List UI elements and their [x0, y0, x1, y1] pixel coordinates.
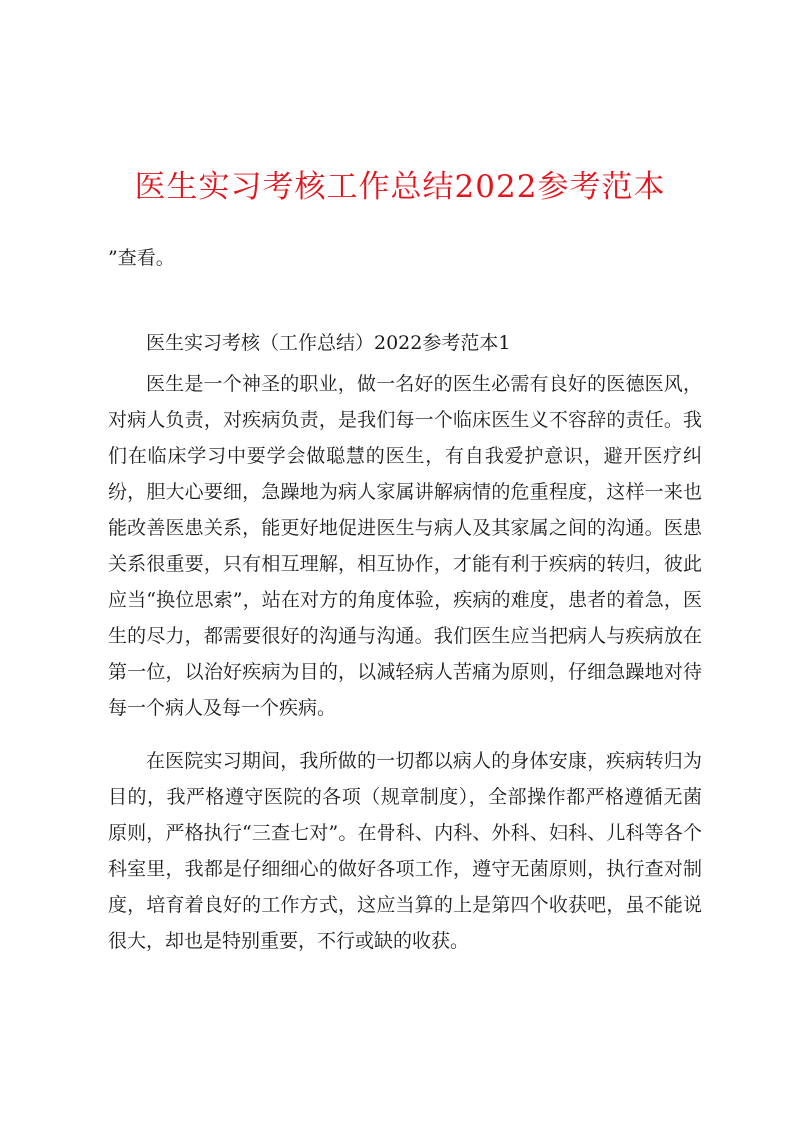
lead-text: ”查看。 [108, 247, 175, 269]
paragraph: 医生是一个神圣的职业，做一名好的医生必需有良好的医德医风，对病人负责，对疾病负责，是我们每一个临床医生义不容辞的责任。我们在临床学习中要学会做聪慧的医生，有自我爱护意识，避开医疗纠纷，胆大心要细，急躁地为病人家属讲解病情的危重程度，这样一来也能改善医患关系，能更好地促进医生与病人及其家属之间的沟通。医患关系很重要，只有相互理解，相互协作，才能有利于疾病的转归，彼此应当“换位思索”，站在对方的角度体验，疾病的难度，患者的着急，医生的尽力，都需要很好的沟通与沟通。我们医生应当把病人与疾病放在第一位，以治好疾病为目的，以减轻病人苦痛为原则，仔细急躁地对待每一个病人及每一个疾病。 [108, 373, 702, 719]
document-title: 医生实习考核工作总结2022参考范本 [134, 169, 666, 205]
paragraph: 在医院实习期间，我所做的一切都以病人的身体安康，疾病转归为目的，我严格遵守医院的各项（规章制度），全部操作都严格遵循无菌原则，严格执行“三查七对”。在骨科、内科、外科、妇科、儿科等各个科室里，我都是仔细细心的做好各项工作，遵守无菌原则，执行查对制度，培育着良好的工作方式，这应当算的上是第四个收获吧，虽不能说很大，却也是特别重要，不行或缺的收获。 [108, 750, 702, 952]
section-heading: 医生实习考核（工作总结）2022参考范本1 [146, 332, 511, 354]
